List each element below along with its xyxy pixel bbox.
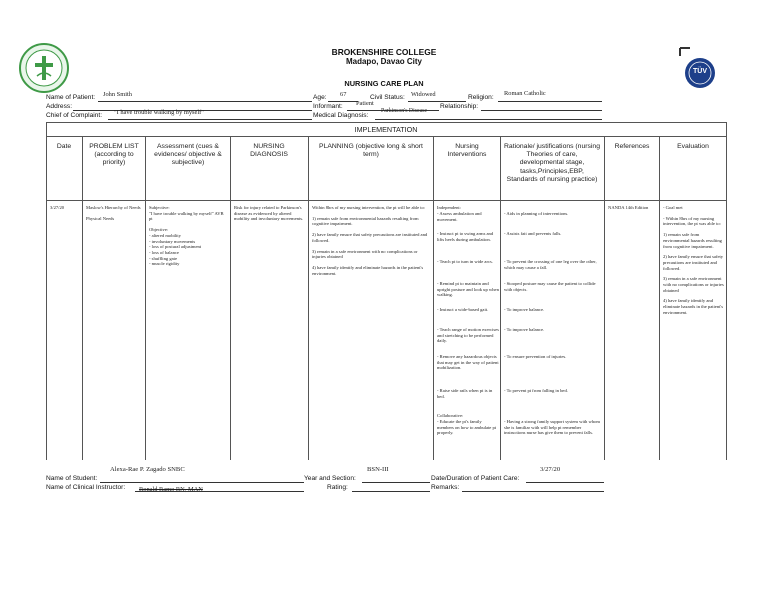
medical-diagnosis-label: Medical Diagnosis: — [313, 112, 369, 119]
row-date: 3/27/20 — [50, 205, 65, 210]
civil-status-value: Widowed — [411, 91, 436, 98]
rationale-item: - To improve balance. — [504, 307, 545, 312]
problem-list-cell — [86, 205, 142, 226]
rationale-item: - To prevent pt from falling in bed. — [504, 388, 568, 393]
instructor-value: Ronald Ramo RN, MAN — [139, 486, 203, 493]
school-address: Madapo, Davao City — [345, 57, 422, 66]
objective-item: - loss of postural adjustment — [149, 244, 202, 250]
intervention-item: - Instruct pt to swing arms and lifts heels during ambulation. — [437, 231, 494, 242]
objective-item: - shuffling gate — [149, 255, 177, 261]
header-planning: PLANNING (objective long & short term) — [319, 143, 423, 159]
objective-item: - involuntary movements — [149, 238, 196, 244]
instructor-label: Name of Clinical Instructor: — [46, 484, 126, 491]
evaluation-item: 3) remain in a safe environment with no complications or injuries obtained — [663, 276, 724, 293]
collaborative-item: - Educate the pt's family members on how to ambulate pt properly. — [437, 419, 497, 436]
intervention-item: - Assess ambulation and movement. — [437, 211, 482, 222]
certification-logo — [676, 44, 718, 96]
relationship-label: Relationship: — [440, 103, 479, 110]
medical-diagnosis-value: Parkinson's Disease — [381, 108, 427, 114]
objective-item: - altered mobility — [149, 232, 181, 238]
form-title: NURSING CARE PLAN — [344, 79, 424, 88]
subjective-title: Subjective: — [149, 205, 170, 210]
header-rationale: Rationale/ justifications (nursing Theories of care, developmental stage, tasks,Principles,EBP, Standards of nursing practice) — [504, 143, 600, 183]
chief-complaint-value: "I have trouble walking by myself" — [114, 109, 204, 116]
care-date-label: Date/Duration of Patient Care: — [431, 475, 520, 482]
age-label: Age: — [313, 94, 327, 101]
rationale-item: - To ensure prevention of injuries. — [504, 354, 567, 359]
religion-label: Religion: — [468, 94, 494, 101]
intervention-item: - Teach range of motion exercises and stretching to be performed daily. — [437, 327, 499, 344]
remarks-label: Remarks: — [431, 484, 460, 491]
objective-item: - loss of balance — [149, 249, 179, 255]
age-value: 67 — [340, 91, 347, 98]
care-date-value: 3/27/20 — [540, 466, 561, 473]
assessment-cell — [149, 205, 227, 267]
objective-item: - muscle rigidity — [149, 261, 180, 267]
rationale-item: - Assists fait and prevents falls. — [504, 231, 562, 236]
header-evaluation: Evaluation — [677, 143, 709, 150]
collaborative-label: Collaborative: — [437, 413, 464, 418]
chief-complaint-label: Chief of Complaint: — [46, 112, 103, 119]
subjective-text: "I have trouble walking by myself" AVB pt — [149, 210, 224, 222]
intervention-item: - Remove any hazardous objects that may get in the way of patient mobilization. — [437, 354, 499, 371]
intervention-item: - Remind pt to maintain and upright posture and look up when walking. — [437, 281, 499, 298]
objective-title: Objective: — [149, 227, 169, 233]
patient-name-value: John Smith — [103, 91, 132, 98]
intervention-item: - Raise side rails when pt is in bed. — [437, 388, 493, 399]
header-date: Date — [56, 143, 72, 150]
planning-item: 4) have family identify and eliminate hazards in the patient's environment. — [312, 264, 424, 276]
planning-item: 1) remain safe from environmental hazards resulting from cognitive impairment. — [312, 215, 419, 227]
evaluation-item: 1) remain safe from environmental hazards resulting from cognitive impairment. — [663, 232, 722, 249]
school-logo — [18, 42, 70, 94]
rationale-item: - Stooped posture may cause the patient to collide with objects. — [504, 281, 596, 292]
planning-cell — [312, 205, 430, 281]
nursing-diagnosis-cell: Risk for injury related to Parkinson's disease as evidenced by altered mobility and involuntary movements. — [234, 205, 304, 222]
rating-label: Rating: — [327, 484, 348, 491]
independent-label: Independent: — [437, 205, 461, 210]
header-references: References — [614, 143, 650, 150]
problem-item: Physical Needs — [86, 215, 115, 221]
school-name: BROKENSHIRE COLLEGE — [331, 47, 437, 57]
intervention-item: - Teach pt to turn in wide arcs. — [437, 259, 493, 264]
evaluation-cell — [663, 205, 725, 321]
planning-item: 2) have family ensure that safety precautions are instituted and followed. — [312, 232, 428, 243]
rationale-item: - Having a strong family support system with whom she is familiar with will help pt remember instructions nurse has give them to prevent falls. — [504, 419, 600, 436]
year-section-value: BSN-III — [367, 466, 389, 473]
rationale-item: - To improve balance. — [504, 327, 545, 332]
planning-intro: Within 8hrs of my nursing intervention, the pt will be able to: — [312, 205, 426, 210]
problem-item: Maslow's Hierarchy of Needs — [86, 205, 141, 210]
intervention-item: - Instruct a wide-based gait. — [437, 307, 489, 312]
year-section-label: Year and Section: — [304, 475, 356, 482]
evaluation-intro: - Within 8hrs of my nursing intervention, the pt was able to: — [663, 215, 721, 227]
student-name-label: Name of Student: — [46, 475, 98, 482]
references-cell: NANDA 14th Edition — [608, 205, 649, 210]
evaluation-goal: - Goal met — [663, 205, 683, 210]
civil-status-label: Civil Status: — [370, 94, 405, 101]
student-name-value: Alexa-Rae P. Zagado SNBC — [110, 466, 185, 473]
religion-value: Roman Catholic — [504, 90, 546, 97]
evaluation-item: 2) have family ensure that safety precautions are instituted and followed. — [663, 254, 724, 271]
address-label: Address: — [46, 103, 73, 110]
header-problem-list: PROBLEM LIST (according to priority) — [89, 143, 139, 167]
certification-logo-text: TÜV — [693, 68, 707, 75]
header-assessment: Assessment (cues & evidences/ objective & subjective) — [154, 143, 222, 167]
implementation-header: IMPLEMENTATION — [354, 125, 418, 134]
evaluation-item: 4) have family identify and eliminate hazards in the patient's environment. — [663, 298, 724, 315]
header-nursing-diagnosis: NURSING DIAGNOSIS — [250, 143, 288, 159]
rationale-item: - To prevent the crossing of one leg over the other, which may cause a fall. — [504, 259, 597, 270]
planning-item: 3) remain in a safe environment with no complications or injuries obtained — [312, 248, 418, 260]
rationale-item: - Aids in planning of interventions. — [504, 211, 569, 216]
informant-value: Patient — [356, 100, 374, 107]
header-interventions: Nursing Interventions — [447, 143, 487, 159]
informant-label: Informant: — [313, 103, 343, 110]
patient-name-label: Name of Patient: — [46, 94, 96, 101]
